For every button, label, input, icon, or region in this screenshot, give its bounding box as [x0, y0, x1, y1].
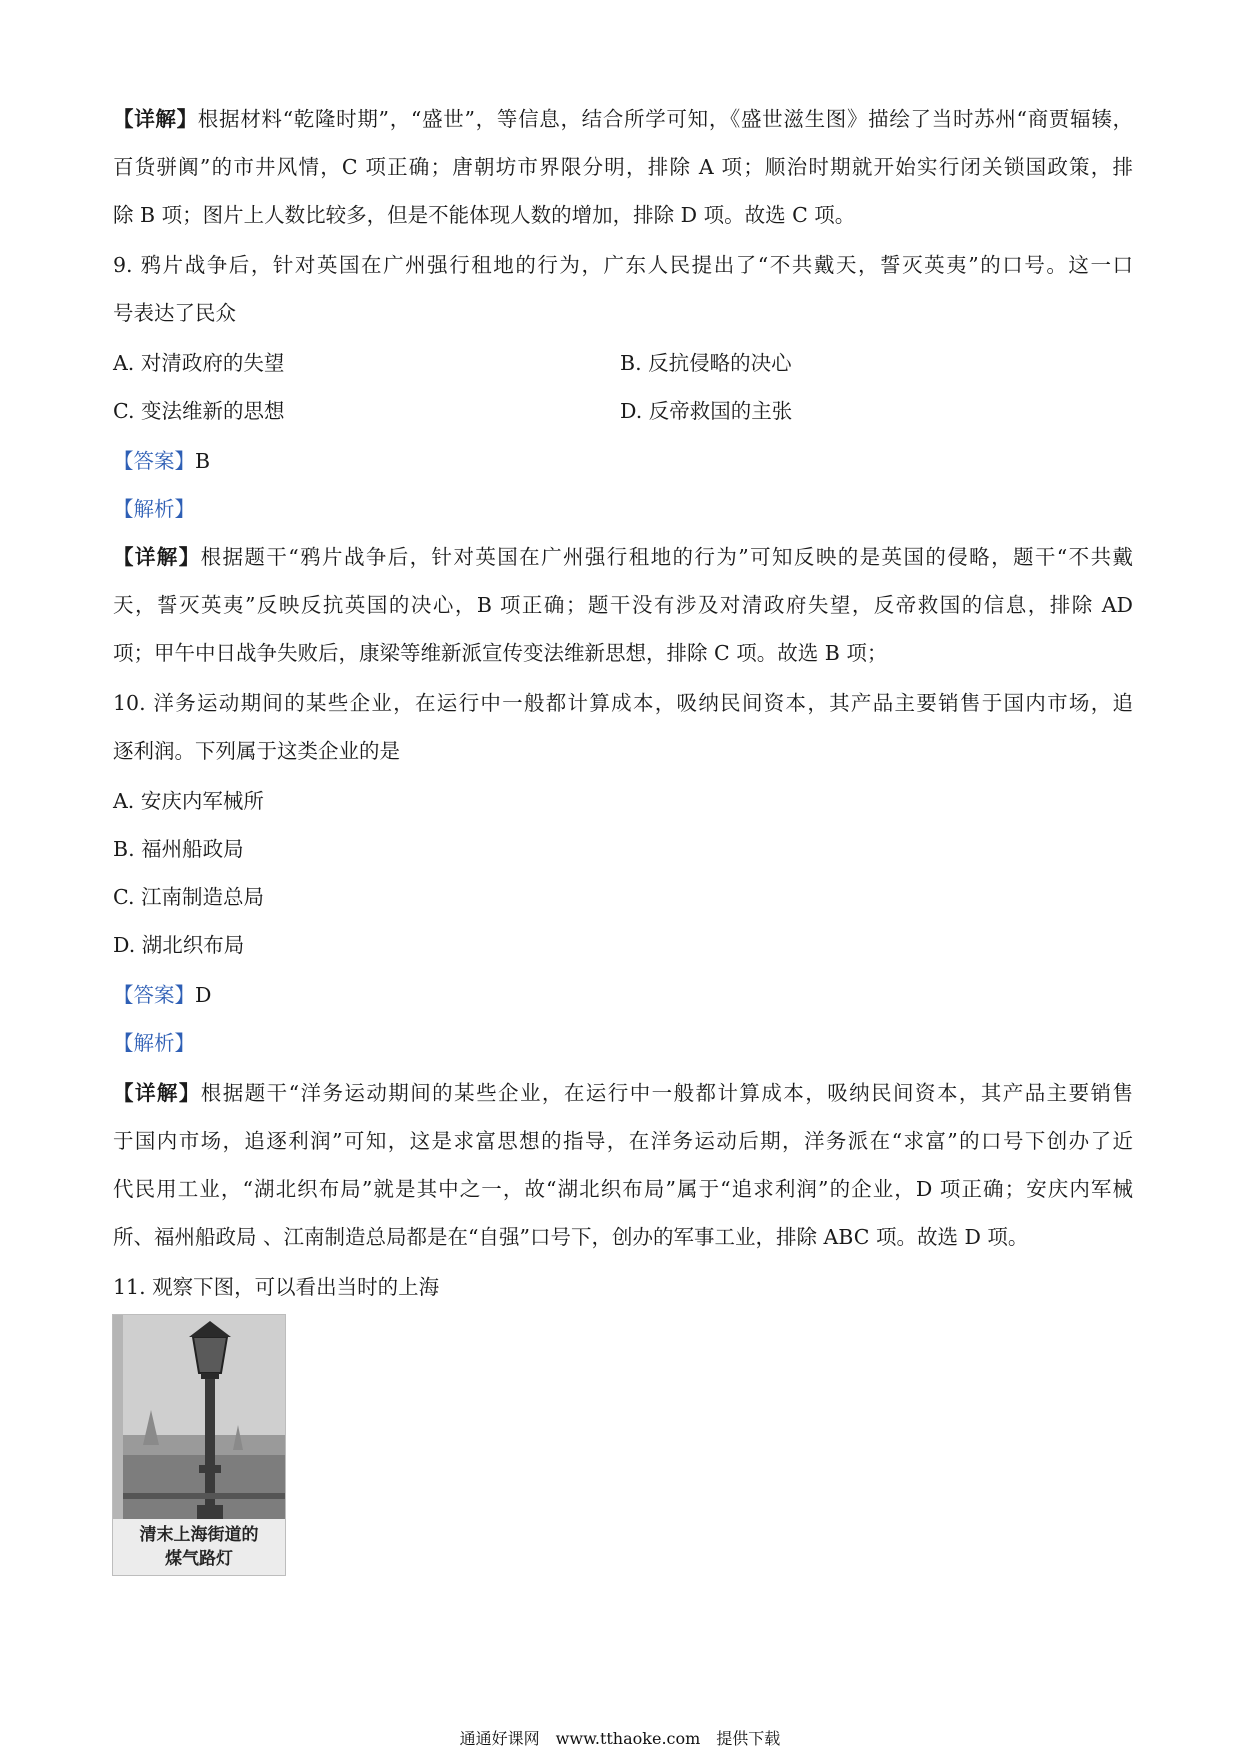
q8-detail-line-2: 百货骈阗”的市井风情，C 项正确；唐朝坊市界限分明，排除 A 项；顺治时期就开始实行闭关锁国政策，排: [113, 155, 1133, 179]
streetlamp-illustration: [113, 1315, 285, 1525]
q10-stem-line-1: 10. 洋务运动期间的某些企业，在运行中一般都计算成本，吸纳民间资本，其产品主要销售于国内市场，追: [113, 691, 1133, 715]
q10-detail-line-4: 所、福州船政局 、江南制造总局都是在“自强”口号下，创办的军事工业，排除 ABC 项。故选 D 项。: [113, 1225, 1029, 1249]
q9-answer: 【答案】B: [113, 449, 211, 473]
q10-option-c: C. 江南制造总局: [113, 885, 264, 909]
photo-caption: 清末上海街道的 煤气路灯: [113, 1519, 285, 1575]
q10-detail-line-1: 【详解】根据题干“洋务运动期间的某些企业，在运行中一般都计算成本，吸纳民间资本，其产品主要销售: [113, 1081, 1134, 1105]
q9-analysis-tag: 【解析】: [113, 497, 195, 521]
q10-option-b: B. 福州船政局: [113, 837, 244, 861]
q10-option-d: D. 湖北织布局: [113, 933, 245, 957]
q9-detail-line-1: 【详解】根据题干“鸦片战争后，针对英国在广州强行租地的行为”可知反映的是英国的侵略，题干“不共戴: [113, 545, 1133, 569]
q10-stem-line-2: 逐利润。下列属于这类企业的是: [113, 739, 400, 763]
q10-detail-line-3: 代民用工业，“湖北织布局”就是其中之一，故“湖北织布局”属于“追求利润”的企业，D 项正确；安庆内军械: [113, 1177, 1133, 1201]
q10-option-a: A. 安庆内军械所: [113, 789, 264, 813]
q9-option-a: A. 对清政府的失望: [113, 351, 285, 375]
q11-stem: 11. 观察下图，可以看出当时的上海: [113, 1275, 440, 1299]
q10-analysis-tag: 【解析】: [113, 1031, 195, 1055]
q9-detail-line-2: 天，誓灭英夷”反映反抗英国的决心，B 项正确；题干没有涉及对清政府失望，反帝救国的信息，排除 AD: [113, 593, 1133, 617]
q10-detail-line-2: 于国内市场，追逐利润”可知，这是求富思想的指导，在洋务运动后期，洋务派在“求富”的口号下创办了近: [113, 1129, 1133, 1153]
q9-option-c: C. 变法维新的思想: [113, 399, 285, 423]
gas-streetlamp-photo: [112, 1314, 286, 1576]
q9-stem-line-2: 号表达了民众: [113, 301, 236, 325]
q8-detail-tag: 【详解】: [113, 107, 198, 131]
q9-stem-line-1: 9. 鸦片战争后，针对英国在广州强行租地的行为，广东人民提出了“不共戴天，誓灭英夷”的口号。这一口: [113, 253, 1133, 277]
q9-option-d: D. 反帝救国的主张: [620, 399, 793, 423]
q9-detail-line-3: 项；甲午中日战争失败后，康梁等维新派宣传变法维新思想，排除 C 项。故选 B 项；: [113, 641, 888, 665]
q9-option-b: B. 反抗侵略的决心: [620, 351, 792, 375]
footer-watermark: 通通好课网 www.tthaoke.com 提供下载: [459, 1729, 781, 1748]
q8-detail-line-1: 【详解】根据材料“乾隆时期”，“盛世”，等信息，结合所学可知，《盛世滋生图》描绘了当时苏州“商贾辐辏，: [113, 107, 1134, 131]
q8-detail-line-3: 除 B 项；图片上人数比较多，但是不能体现人数的增加，排除 D 项。故选 C 项。: [113, 203, 856, 227]
q10-answer: 【答案】D: [113, 983, 212, 1007]
